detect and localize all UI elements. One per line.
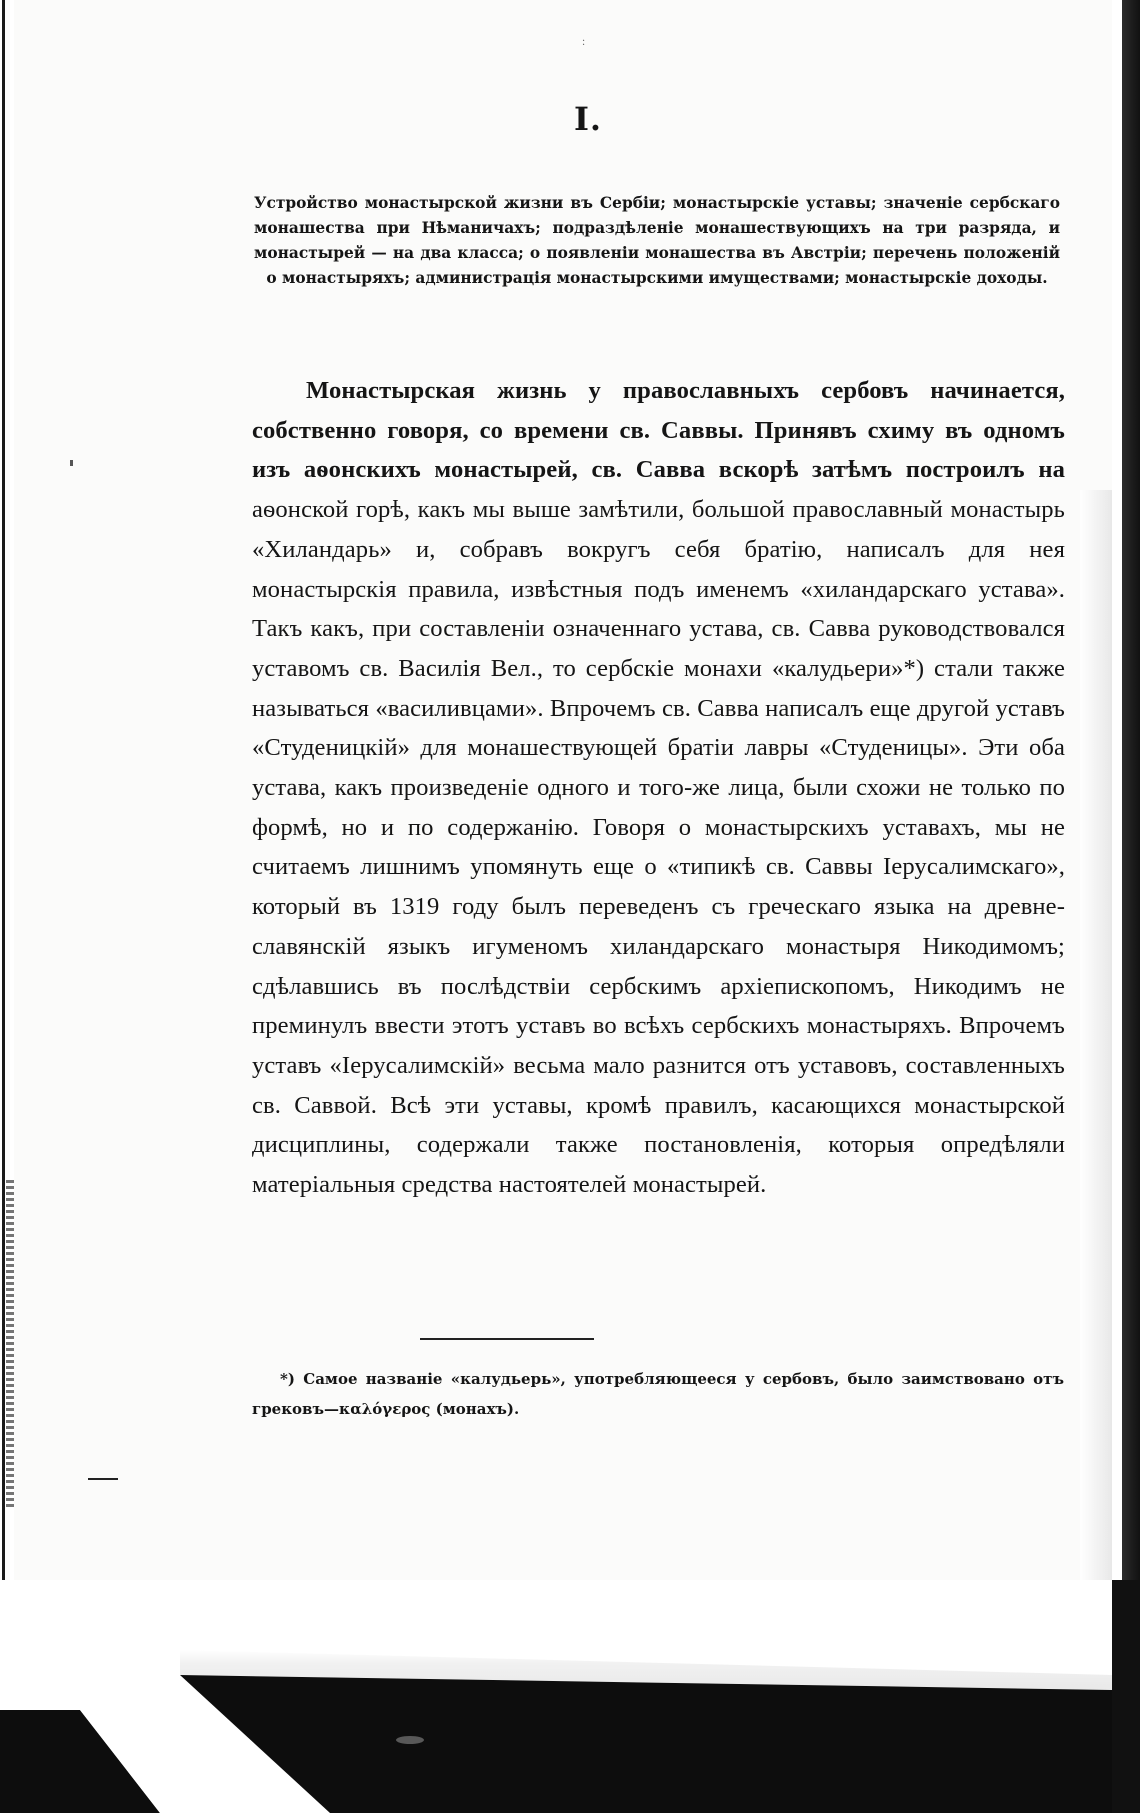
curl-right-strip bbox=[1112, 1580, 1140, 1813]
curl-dark-wedge bbox=[180, 1675, 1112, 1813]
binding-edge bbox=[0, 0, 14, 1813]
curl-highlight bbox=[396, 1736, 424, 1744]
paragraph-lead: Монастырская жизнь у православныхъ сербовъ начинается, собственно говоря, со времени св. Саввы. Принявъ схиму въ одномъ изъ аѳонскихъ монастырей, св. Савва вскорѣ затѣмъ построилъ на bbox=[252, 377, 1065, 484]
right-page-edge bbox=[1112, 0, 1140, 1813]
margin-mark bbox=[88, 1478, 118, 1480]
chapter-number: I. bbox=[573, 100, 603, 138]
footnote-separator bbox=[420, 1338, 594, 1340]
footnote: *) Самое названіе «калудьерь», употребляющееся у сербовъ, было заимствовано отъ грековъ—καλόγερος (монахъ). bbox=[252, 1370, 1064, 1418]
paragraph-rest: аѳонской горѣ, какъ мы выше замѣтили, большой православный монастырь «Хиландарь» и, собравъ вокругъ себя братію, написалъ для нея монастырскія правила, извѣстныя подъ именемъ «хиландарскаго устава». Такъ какъ, при составленіи означеннаго устава, св. Савва руководствовался уставомъ св. Василія Вел., то сербскіе монахи «калудьери»*) стали также называться «василивцами». Впрочемъ св. Савва написалъ еще другой уставъ «Студеницкій» для монашествующей братіи лавры «Студеницы». Эти оба устава, какъ произведеніе одного и того-же лица, были схожи не только по формѣ, но и по содержанію. Говоря о монастырскихъ уставахъ, мы не считаемъ лишнимъ упомянуть еще о «типикѣ св. Саввы Іерусалимскаго», который въ 1319 году былъ переведенъ съ греческаго языка на древне-славянскій языкъ игуменомъ хиландарскаго монастыря Никодимомъ; сдѣлавшись въ послѣдствіи сербскимъ архіепископомъ, Никодимъ не преминулъ ввести этотъ уставъ во всѣхъ сербскихъ монастыряхъ. Впрочемъ уставъ «Іерусалимскій» весьма мало разнится отъ уставовъ, составленныхъ св. Саввой. Всѣ эти уставы, кромѣ правилъ, касающихся монастырской дисциплины, содержали также постановленія, которыя опредѣляли матеріальныя средства настоятелей монастырей. bbox=[252, 496, 1065, 1199]
chapter-summary: Устройство монастырской жизни въ Сербіи; монастырскіе уставы; значеніе сербскаго монашества при Нѣманичахъ; подраздѣленіе монашествующихъ на три разряда, и монастырей — на два класса; о появленіи монашества въ Австріи; перечень положеній о монастыряхъ; администрація монастырскими имуществами; монастырскіе доходы. bbox=[254, 194, 1060, 287]
right-margin-shading bbox=[1080, 490, 1112, 1580]
page-curl-shadow bbox=[0, 1580, 1140, 1813]
top-specks: · · bbox=[582, 36, 594, 51]
margin-speck bbox=[70, 460, 73, 466]
binding-edge-texture bbox=[6, 1180, 14, 1510]
main-paragraph bbox=[252, 371, 1065, 1205]
